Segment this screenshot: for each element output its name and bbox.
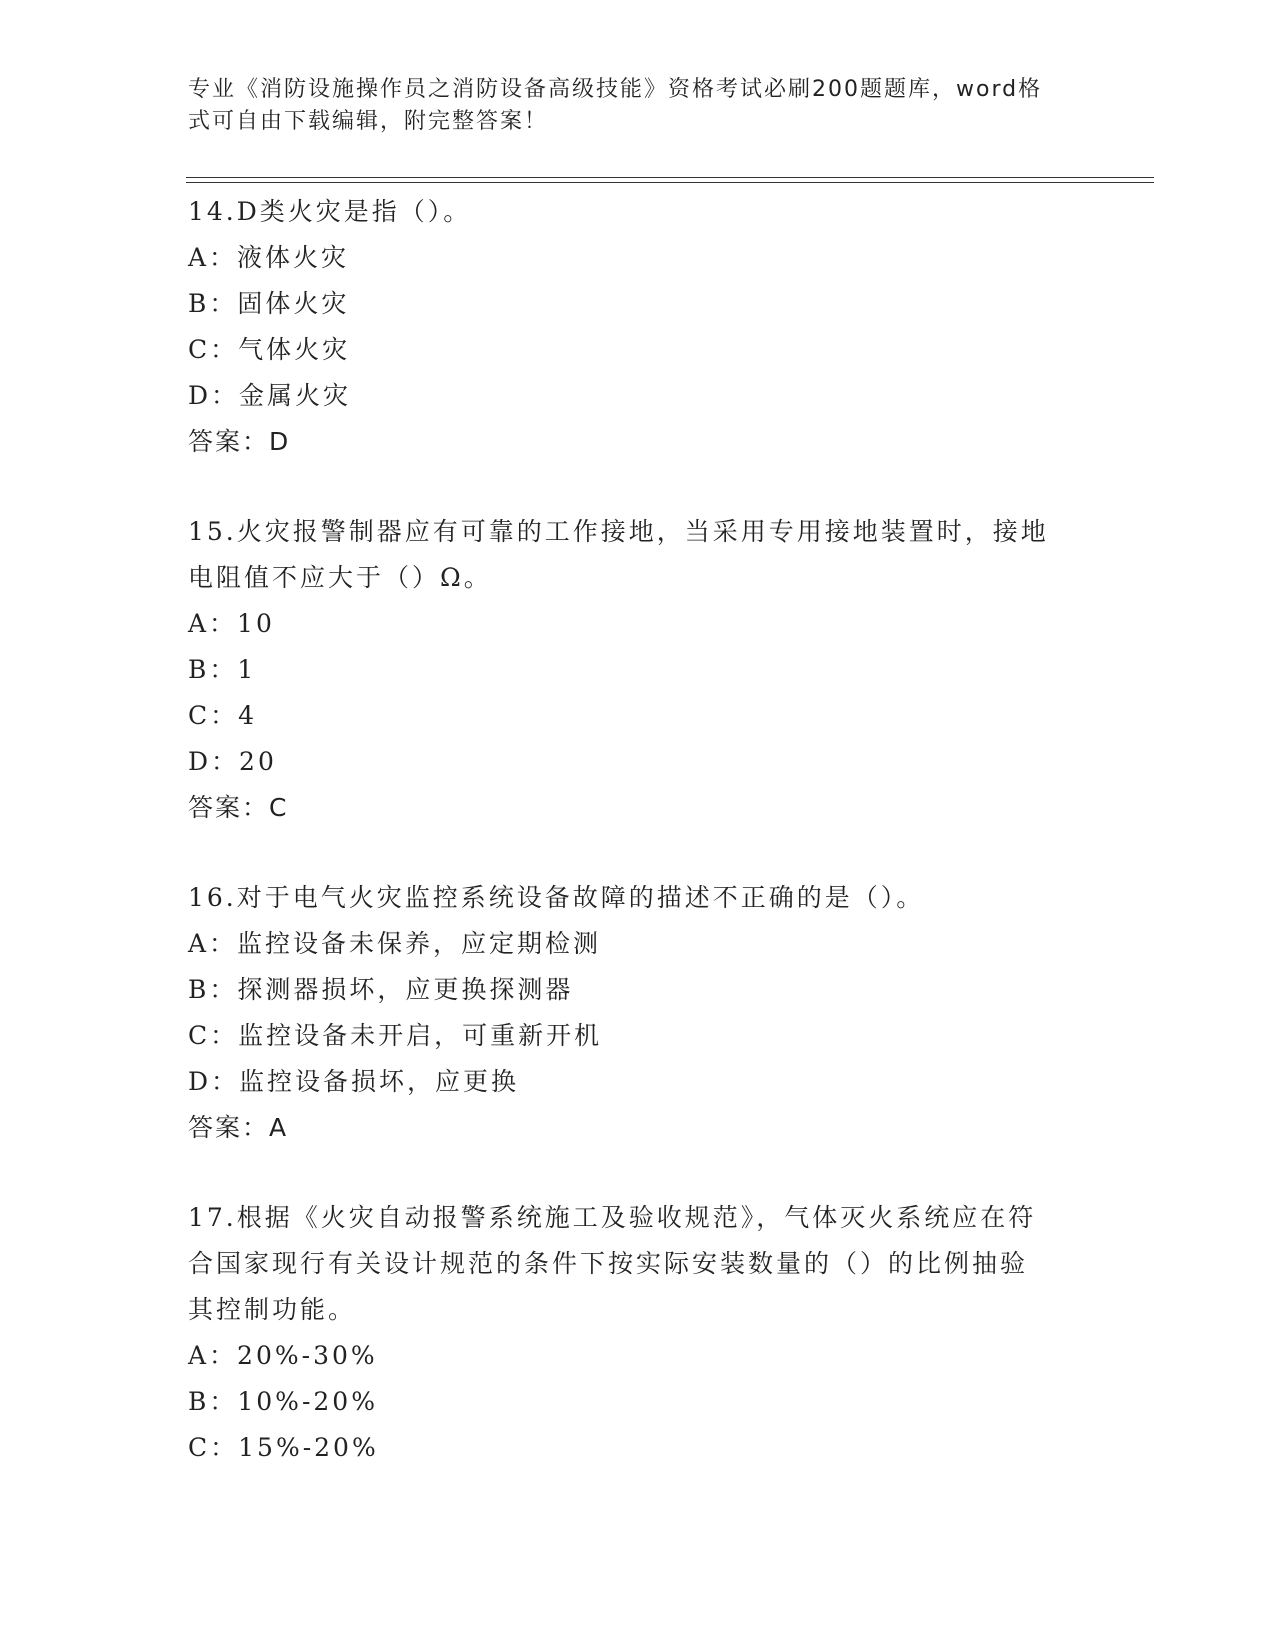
question-stem: 15.火灾报警制器应有可靠的工作接地，当采用专用接地装置时，接地 <box>188 517 1049 546</box>
option-b: B：10%-20% <box>188 1387 378 1416</box>
question-stem-continued: 其控制功能。 <box>188 1295 357 1324</box>
option-b: B：1 <box>188 655 257 684</box>
header-divider-top <box>186 177 1154 178</box>
option-c: C：15%-20% <box>188 1433 379 1462</box>
question-17 <box>188 1195 1088 1471</box>
option-a: A：10 <box>188 609 275 638</box>
option-a: A：液体火灾 <box>188 243 350 272</box>
option-a: A：20%-30% <box>188 1341 378 1370</box>
question-stem: 14.D类火灾是指（）。 <box>188 197 472 226</box>
option-a: A：监控设备未保养，应定期检测 <box>188 929 602 958</box>
question-stem-continued: 合国家现行有关设计规范的条件下按实际安装数量的（）的比例抽验 <box>188 1249 1029 1278</box>
answer-text: 答案：A <box>188 1113 289 1142</box>
question-stem-continued: 电阻值不应大于（）Ω。 <box>188 563 492 592</box>
answer-text: 答案：D <box>188 427 291 456</box>
option-c: C：气体火灾 <box>188 335 351 364</box>
option-c: C：4 <box>188 701 258 730</box>
option-d: D：金属火灾 <box>188 381 352 410</box>
question-16 <box>188 875 1088 1151</box>
question-15 <box>188 509 1088 831</box>
question-stem: 17.根据《火灾自动报警系统施工及验收规范》，气体灭火系统应在符 <box>188 1203 1037 1232</box>
option-d: D：20 <box>188 747 277 776</box>
option-c: C：监控设备未开启，可重新开机 <box>188 1021 603 1050</box>
option-d: D：监控设备损坏，应更换 <box>188 1067 520 1096</box>
document-header <box>188 74 1068 138</box>
header-line-2: 式可自由下载编辑，附完整答案！ <box>188 109 549 134</box>
header-line-1: 专业《消防设施操作员之消防设备高级技能》资格考试必刷200题题库，word格 <box>188 77 1043 102</box>
question-list <box>188 189 1088 1515</box>
answer-text: 答案：C <box>188 793 289 822</box>
option-b: B：固体火灾 <box>188 289 350 318</box>
question-14 <box>188 189 1088 465</box>
question-stem: 16.对于电气火灾监控系统设备故障的描述不正确的是（）。 <box>188 883 925 912</box>
header-divider-bottom <box>186 182 1154 183</box>
option-b: B：探测器损坏，应更换探测器 <box>188 975 574 1004</box>
